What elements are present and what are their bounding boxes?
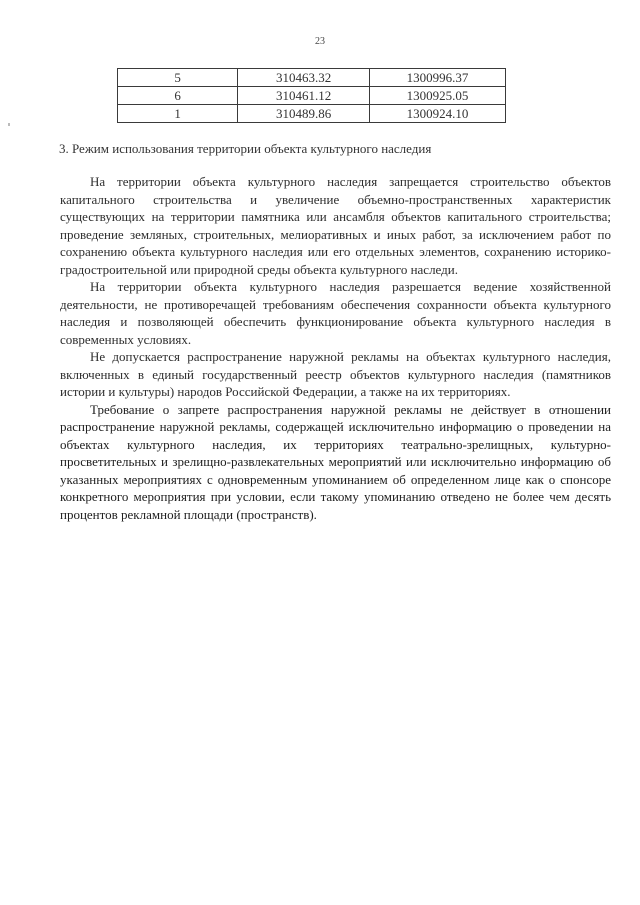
- x-coordinate-cell: 310489.86: [238, 105, 370, 123]
- body-text: [60, 173, 611, 523]
- x-coordinate-cell: 310463.32: [238, 69, 370, 87]
- point-number-cell: 1: [118, 105, 238, 123]
- y-coordinate-cell: 1300925.05: [370, 87, 506, 105]
- y-coordinate-cell: 1300996.37: [370, 69, 506, 87]
- coordinates-table: [117, 68, 506, 123]
- page-number: 23: [315, 36, 325, 47]
- paragraph-construction-prohibition: На территории объекта культурного наследия запрещается строительство объектов капитального строительства и увеличение объемно-пространственных характеристик существующих на территории памятника или ансамбля объектов капитального строительства; проведение земляных, строительных, мелиоративных и иных работ, за исключением работ по сохранению объекта культурного наследия или его отдельных элементов, сохранению историко-градостроительной или природной среды объекта культурного наследи.: [60, 174, 611, 277]
- point-number-cell: 5: [118, 69, 238, 87]
- paragraph-advertising-exception: Требование о запрете распространения наружной рекламы не действует в отношении распространение наружной рекламы, содержащей исключительно информацию о проведении на объектах культурного наследия, их территориях театрально-зрелищных, культурно-просветительных и зрелищно-развлекательных мероприятий или исключительно информацию об указанных мероприятиях с одновременным упоминанием об определенном лице как о спонсоре конкретного мероприятия при условии, если такому упоминанию отведено не более чем десять процентов рекламной площади (пространств).: [60, 401, 611, 522]
- paragraph-economic-activity: На территории объекта культурного наследия разрешается ведение хозяйственной деятельности, не противоречащей требованиям обеспечения сохранности объекта культурного наследия и позволяющей обеспечить функционирование объекта культурного наследия в современных условиях.: [60, 279, 611, 347]
- table-row: [118, 69, 506, 87]
- scan-speck: [8, 123, 10, 126]
- y-coordinate-cell: 1300924.10: [370, 105, 506, 123]
- table-row: [118, 105, 506, 123]
- point-number-cell: 6: [118, 87, 238, 105]
- table-row: [118, 87, 506, 105]
- paragraph-advertising-ban: Не допускается распространение наружной рекламы на объектах культурного наследия, включенных в единый государственный реестр объектов культурного наследия (памятников истории и культуры) народов Российской Федерации, а также на их территориях.: [60, 349, 611, 399]
- section-heading: 3. Режим использования территории объекта культурного наследия: [59, 141, 432, 156]
- x-coordinate-cell: 310461.12: [238, 87, 370, 105]
